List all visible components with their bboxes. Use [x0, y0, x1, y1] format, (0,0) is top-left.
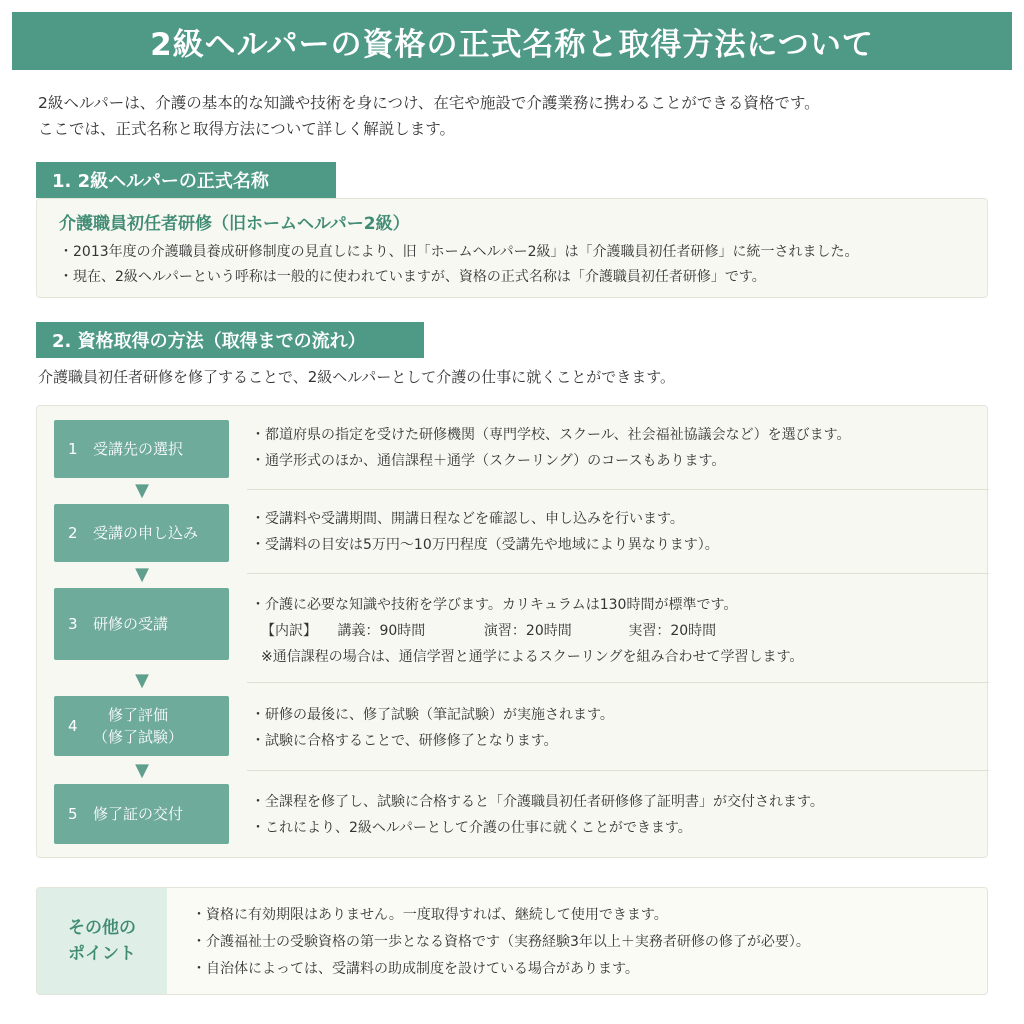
intro-line: ここでは、正式名称と取得方法について詳しく解説します。	[38, 120, 455, 138]
step-5-badge	[54, 784, 229, 844]
step-1-badge	[54, 420, 229, 478]
section1-bullet: ・2013年度の介護職員養成研修制度の見直しにより、旧「ホームヘルパー2級」は「介護職員初任者研修」に統一されました。	[59, 244, 859, 260]
step-line: ・試験に合格することで、研修修了となります。	[251, 733, 558, 749]
points-label-line: ポイント	[68, 944, 136, 964]
step-line: ・介護に必要な知識や技術を学びます。カリキュラムは130時間が標準です。	[251, 597, 738, 613]
step-number: 3	[68, 615, 78, 633]
step-label	[93, 704, 183, 748]
step-label: 受講先の選択	[93, 440, 184, 458]
step-number: 4	[68, 717, 78, 735]
step-line: ・都道府県の指定を受けた研修機関（専門学校、スクール、社会福祉協議会など）を選びます。	[251, 427, 851, 443]
step-line: ・受講料の目安は5万円〜10万円程度（受講先や地域により異なります）。	[251, 537, 719, 553]
arrow-down-icon: ▼	[135, 480, 149, 501]
section2-heading: 2. 資格取得の方法（取得までの流れ）	[36, 322, 424, 358]
point-item: ・資格に有効期限はありません。一度取得すれば、継続して使用できます。	[192, 907, 668, 923]
step-number: 5	[68, 805, 78, 823]
step-label: 研修の受講	[93, 615, 169, 633]
curriculum-breakdown	[251, 618, 803, 644]
arrow-down-icon: ▼	[135, 760, 149, 781]
intro-text	[38, 90, 998, 142]
row-divider	[247, 489, 989, 490]
section1-heading: 1. 2級ヘルパーの正式名称	[36, 162, 336, 198]
step-line: ・通学形式のほか、通信課程＋通学（スクーリング）のコースもあります。	[251, 453, 726, 469]
official-name-title: 介護職員初任者研修（旧ホームヘルパー2級）	[59, 214, 410, 234]
section2-description: 介護職員初任者研修を修了することで、2級ヘルパーとして介護の仕事に就くことができます。	[38, 368, 675, 386]
step-4-text	[251, 702, 614, 754]
flow-box	[36, 405, 988, 858]
breakdown-lecture: 講義：90時間	[337, 623, 426, 639]
section1-box	[36, 198, 988, 298]
breakdown-label: 【内訳】	[261, 623, 317, 639]
step-line: ・受講料や受講期間、開講日程などを確認し、申し込みを行います。	[251, 511, 684, 527]
step-label: 受講の申し込み	[93, 524, 199, 542]
step-line: ・全課程を修了し、試験に合格すると「介護職員初任者研修修了証明書」が交付されます。	[251, 794, 824, 810]
points-label-line: その他の	[68, 918, 136, 938]
step-line: ・これにより、2級ヘルパーとして介護の仕事に就くことができます。	[251, 820, 692, 836]
step-note: ※通信課程の場合は、通信学習と通学によるスクーリングを組み合わせて学習します。	[261, 649, 804, 665]
other-points-label	[37, 888, 167, 994]
breakdown-practice: 実習：20時間	[628, 623, 717, 639]
step-number: 2	[68, 524, 78, 542]
step-2-text	[251, 506, 719, 558]
page-title: 2級ヘルパーの資格の正式名称と取得方法について	[12, 12, 1012, 70]
row-divider	[247, 682, 989, 683]
row-divider	[247, 573, 989, 574]
point-item: ・介護福祉士の受験資格の第一歩となる資格です（実務経験3年以上＋実務者研修の修了が必要）。	[192, 934, 810, 950]
step-line: ・研修の最後に、修了試験（筆記試験）が実施されます。	[251, 707, 614, 723]
step-label-line: （修了試験）	[93, 728, 184, 746]
section1-bullet: ・現在、2級ヘルパーという呼称は一般的に使われていますが、資格の正式名称は「介護職員初任者研修」です。	[59, 269, 766, 285]
other-points-box	[36, 887, 988, 995]
step-5-text	[251, 789, 824, 841]
intro-line: 2級ヘルパーは、介護の基本的な知識や技術を身につけ、在宅や施設で介護業務に携わることができる資格です。	[38, 94, 820, 112]
other-points-list	[192, 902, 810, 983]
step-4-badge	[54, 696, 229, 756]
step-1-text	[251, 422, 850, 474]
step-3-text	[251, 592, 803, 670]
step-label-line: 修了評価	[108, 706, 169, 724]
point-item: ・自治体によっては、受講料の助成制度を設けている場合があります。	[192, 961, 639, 977]
step-number: 1	[68, 440, 78, 458]
row-divider	[247, 770, 989, 771]
step-label: 修了証の交付	[93, 805, 184, 823]
arrow-down-icon: ▼	[135, 670, 149, 691]
arrow-down-icon: ▼	[135, 564, 149, 585]
breakdown-exercise: 演習：20時間	[483, 623, 572, 639]
step-2-badge	[54, 504, 229, 562]
step-3-badge	[54, 588, 229, 660]
